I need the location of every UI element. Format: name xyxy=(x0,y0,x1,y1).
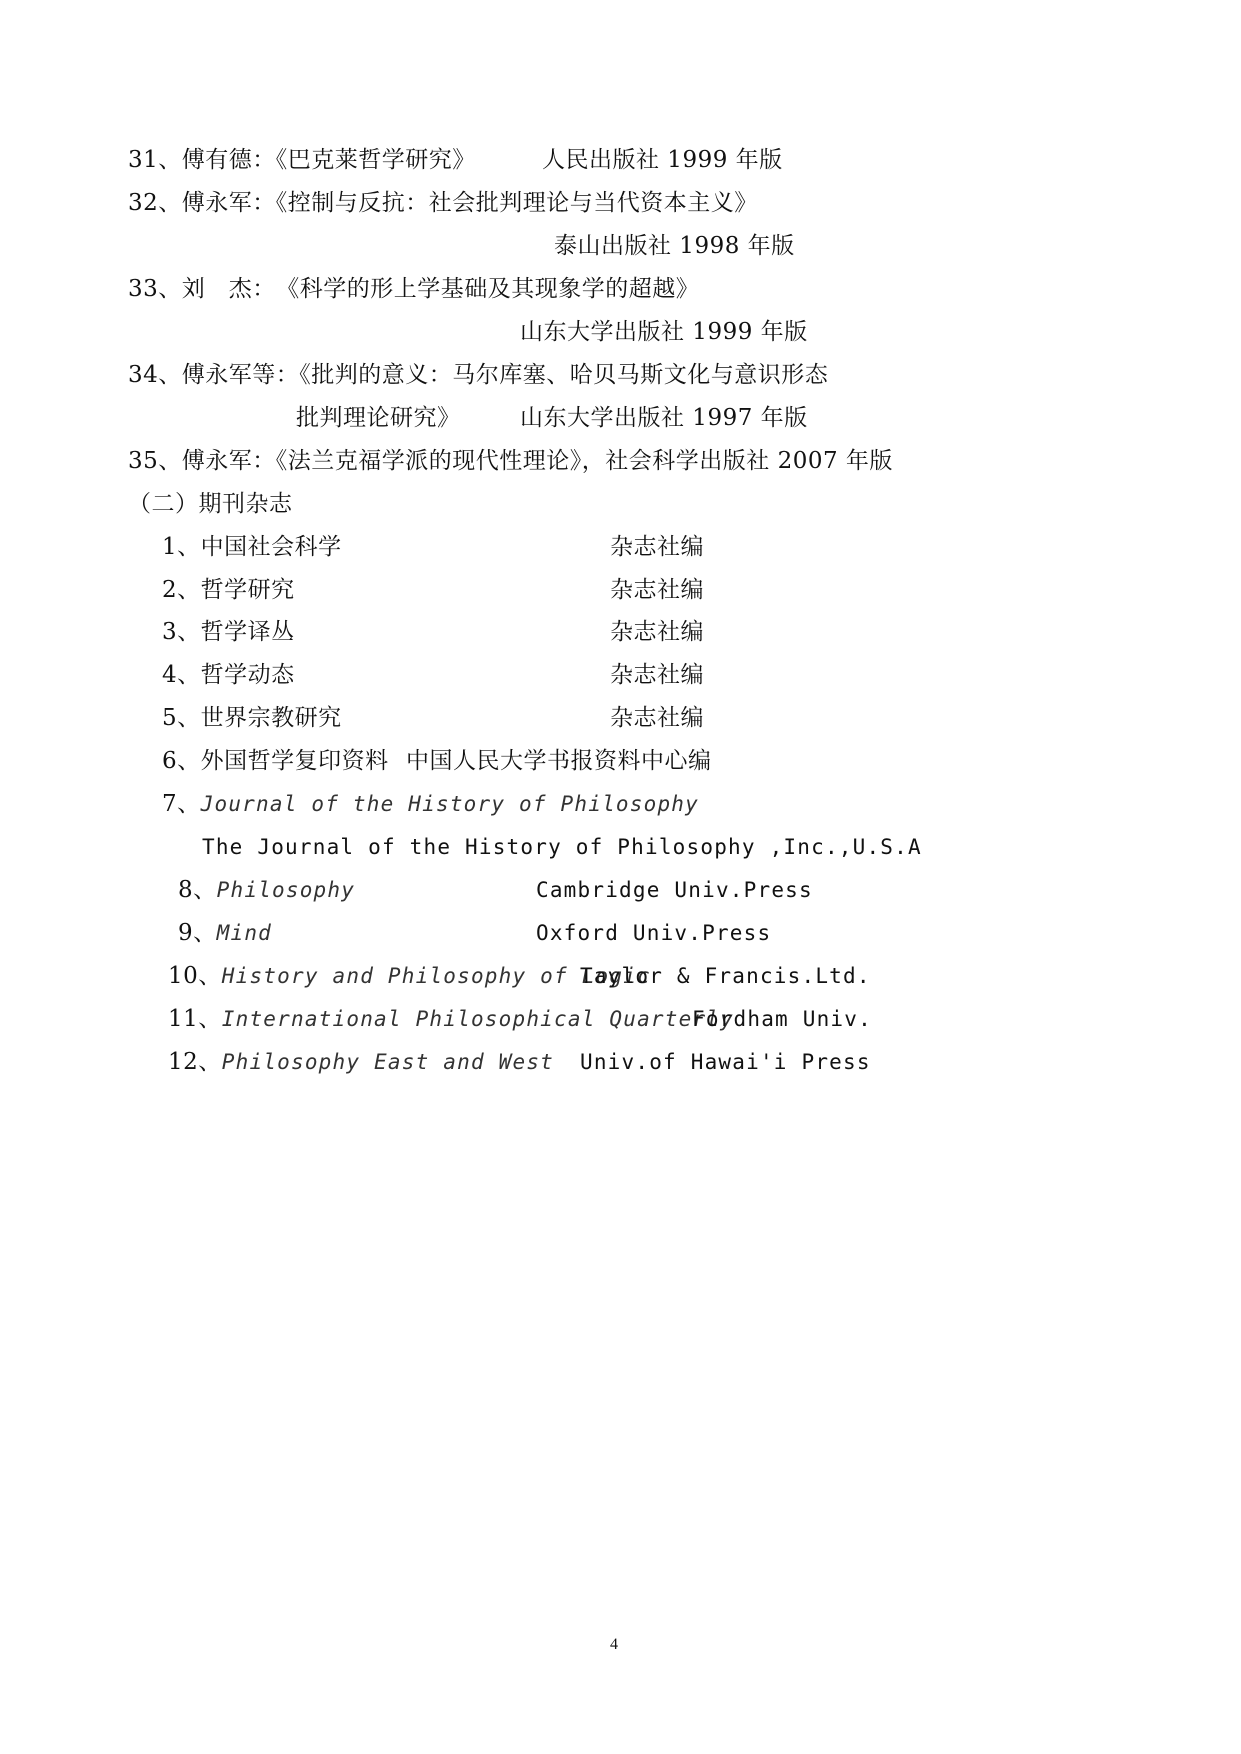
journal-number: 3、 xyxy=(162,619,201,645)
journal-entry-5 xyxy=(162,703,342,733)
journal-title: Philosophy xyxy=(216,878,356,902)
journal-title: Philosophy East and West xyxy=(221,1050,555,1074)
journal-publisher: Oxford Univ.Press xyxy=(536,921,772,945)
journal-number: 10、 xyxy=(168,963,222,989)
journal-title: 世界宗教研究 xyxy=(200,705,342,731)
journal-number: 8、 xyxy=(178,877,217,903)
book-entry-31-title: 31、傅有德：《巴克莱哲学研究》 xyxy=(128,147,476,173)
journal-publisher: 中国人民大学书报资料中心编 xyxy=(406,748,712,774)
journal-title: 外国哲学复印资料 xyxy=(200,748,389,774)
journal-number: 1、 xyxy=(162,534,201,560)
journal-entry-2 xyxy=(162,575,295,605)
journal-entry-11 xyxy=(168,1004,734,1034)
journal-title: Journal of the History of Philosophy xyxy=(200,792,699,816)
book-entry-33-publisher: 山东大学出版社 1999 年版 xyxy=(520,319,808,345)
book-entry-32-publisher: 泰山出版社 1998 年版 xyxy=(554,233,795,259)
journal-entry-1 xyxy=(162,532,342,562)
journal-number: 4、 xyxy=(162,662,201,688)
book-entry-32-title: 32、傅永军：《控制与反抗：社会批判理论与当代资本主义》 xyxy=(128,190,758,216)
journal-number: 7、 xyxy=(162,791,201,817)
journal-number: 2、 xyxy=(162,577,201,603)
journal-publisher: 杂志社编 xyxy=(610,577,704,603)
journal-title: 哲学译丛 xyxy=(200,619,295,645)
book-entry-31 xyxy=(128,145,476,175)
journal-number: 12、 xyxy=(168,1049,222,1075)
journal-publisher: 杂志社编 xyxy=(610,534,704,560)
journal-number: 6、 xyxy=(162,748,201,774)
journal-number: 5、 xyxy=(162,705,201,731)
journal-title: 哲学研究 xyxy=(200,577,295,603)
book-entry-35: 35、傅永军：《法兰克福学派的现代性理论》，社会科学出版社 2007 年版 xyxy=(128,448,893,474)
journal-entry-10 xyxy=(168,961,651,991)
journal-publisher: Univ.of Hawai'i Press xyxy=(580,1050,871,1074)
book-entry-34-publisher: 山东大学出版社 1997 年版 xyxy=(520,405,808,431)
journal-entry-4 xyxy=(162,660,295,690)
journal-entry-7 xyxy=(162,789,699,819)
journal-entry-3 xyxy=(162,617,295,647)
journal-publisher: The Journal of the History of Philosophy ,Inc.,U.S.A xyxy=(202,835,922,859)
journal-number: 11、 xyxy=(168,1006,222,1032)
book-entry-31-publisher: 人民出版社 1999 年版 xyxy=(542,147,783,173)
journal-title: International Philosophical Quarterly xyxy=(221,1007,734,1031)
book-entry-34-title: 34、傅永军等：《批判的意义：马尔库塞、哈贝马斯文化与意识形态 xyxy=(128,362,829,388)
journal-publisher: Taylor & Francis.Ltd. xyxy=(580,964,871,988)
journal-entry-12 xyxy=(168,1047,554,1077)
journal-publisher: Cambridge Univ.Press xyxy=(536,878,813,902)
journal-title: History and Philosophy of Logic xyxy=(221,964,651,988)
section-heading-journals: （二）期刊杂志 xyxy=(128,491,293,517)
journal-entry-8 xyxy=(178,875,355,905)
book-entry-34-title-cont: 批判理论研究》 xyxy=(296,405,461,431)
journal-title: 中国社会科学 xyxy=(200,534,342,560)
journal-publisher: 杂志社编 xyxy=(610,705,704,731)
journal-title: 哲学动态 xyxy=(200,662,295,688)
journal-entry-6 xyxy=(162,746,389,776)
journal-publisher: 杂志社编 xyxy=(610,662,704,688)
book-entry-33-title: 33、刘 杰： 《科学的形上学基础及其现象学的超越》 xyxy=(128,276,700,302)
journal-publisher: 杂志社编 xyxy=(610,619,704,645)
journal-publisher: Fordham Univ. xyxy=(692,1007,872,1031)
journal-title: Mind xyxy=(216,921,273,945)
journal-entry-9 xyxy=(178,918,272,948)
page-number: 4 xyxy=(610,1636,618,1653)
journal-number: 9、 xyxy=(178,920,217,946)
